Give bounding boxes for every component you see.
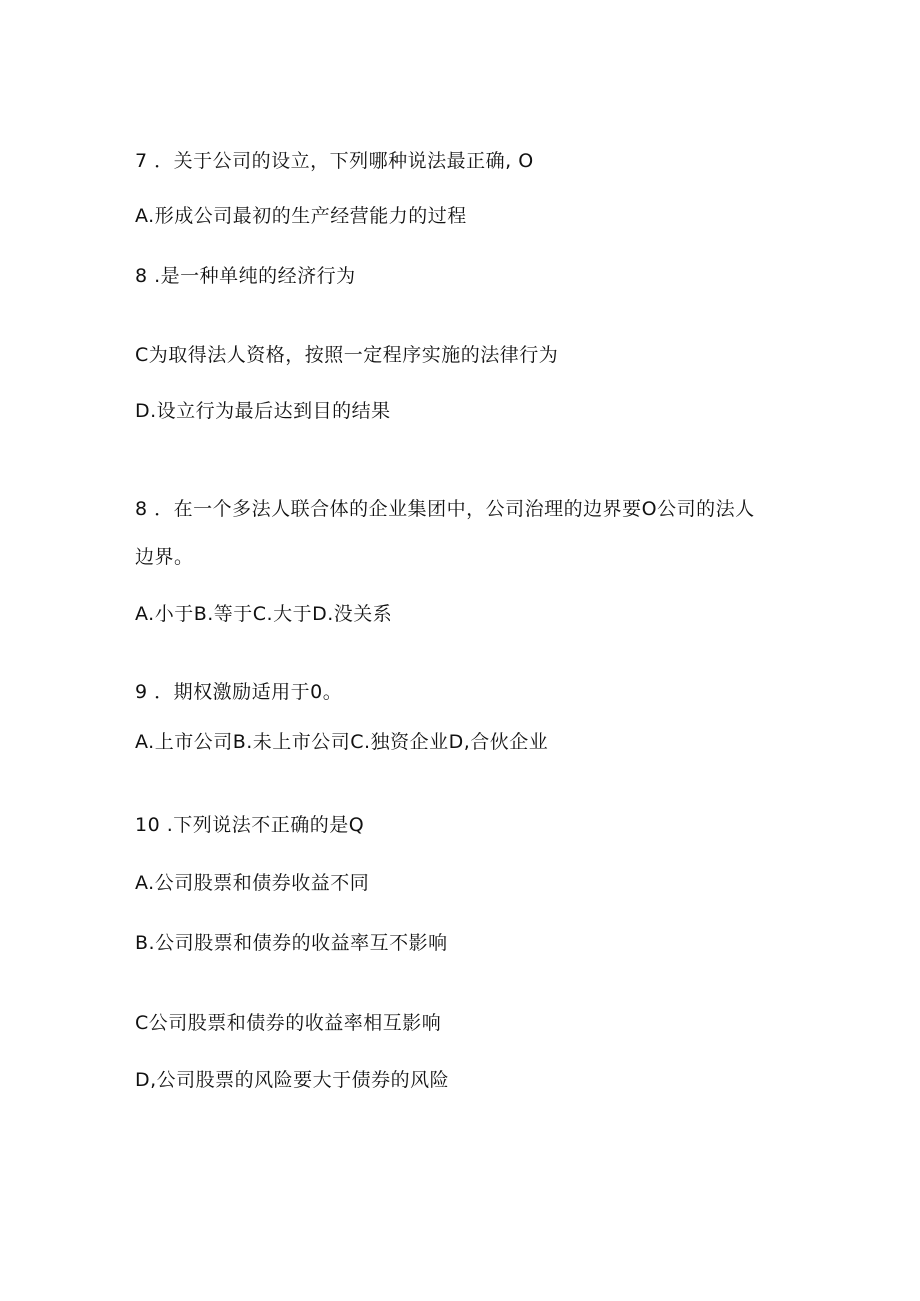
question-10-option-d: D,公司股票的风险要大于债券的风险 <box>135 1069 450 1091</box>
question-7-option-a: A.形成公司最初的生产经营能力的过程 <box>135 205 467 227</box>
question-10-option-a: A.公司股票和债券收益不同 <box>135 872 370 894</box>
question-7-stem: 7 ．关于公司的设立，下列哪种说法最正确, O <box>135 150 534 172</box>
question-7-option-d: D.设立行为最后达到目的结果 <box>135 400 391 422</box>
question-9-stem: 9 ．期权激励适用于0。 <box>135 681 343 703</box>
question-10-option-c: C公司股票和债券的收益率相互影响 <box>135 1012 442 1034</box>
question-10-stem: 10 .下列说法不正确的是Q <box>135 814 365 836</box>
question-7-option-c: C为取得法人资格，按照一定程序实施的法律行为 <box>135 344 559 366</box>
question-10-option-b: B.公司股票和债券的收益率互不影响 <box>135 932 448 954</box>
question-9-options: A.上市公司B.未上市公司C.独资企业D,合伙企业 <box>135 731 549 753</box>
question-8-stem: 8 ．在一个多法人联合体的企业集团中，公司治理的边界要O公司的法人 <box>135 498 755 520</box>
question-8-options: A.小于B.等于C.大于D.没关系 <box>135 603 393 625</box>
question-7-option-b: 8 .是一种单纯的经济行为 <box>135 265 356 287</box>
question-8-stem-continued: 边界。 <box>135 546 194 568</box>
